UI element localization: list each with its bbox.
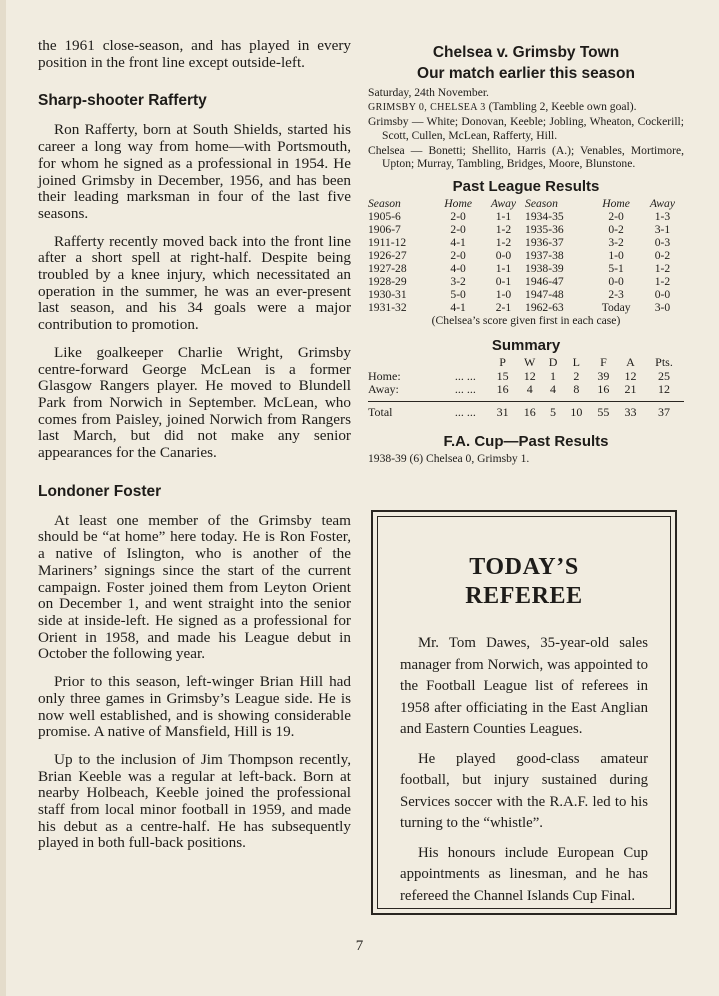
hill-paragraph: Prior to this season, left-winger Brian Hill had only three games in Grimsby’s League side. He is now well established, and is showing considerable promise. A native of Mansfield, Hill is 19.: [38, 673, 351, 741]
keeble-paragraph: Up to the inclusion of Jim Thompson recently, Brian Keeble was a regular at left-back. Born at nearby Holbeach, Keeble joined the professional staff from local minor football in 1959, and made his debut as a centre-half. He has subsequently played in both full-back positions.: [38, 750, 351, 852]
past-results-table: [368, 197, 684, 314]
summary-header: W: [524, 355, 536, 370]
summary-total-value: 55: [590, 401, 617, 419]
match-title-line-1: Chelsea v. Grimsby Town: [432, 44, 620, 61]
season-cell: 1938-39: [525, 262, 564, 276]
score-cell: 3-2: [450, 275, 466, 289]
summary-header: P: [499, 355, 506, 370]
season-cell: 1934-35: [525, 210, 564, 224]
match-title: [368, 42, 684, 84]
summary-value: 2: [573, 368, 580, 383]
left-column: [38, 38, 351, 863]
score-cell: 4-0: [450, 262, 466, 276]
score-cell: 0-1: [495, 275, 512, 289]
past-results-body: [368, 210, 684, 314]
past-results-row: [368, 288, 684, 301]
page-number: 7: [355, 938, 364, 954]
results-note: (Chelsea’s score given first in each case): [431, 314, 621, 328]
score-cell: 1-0: [608, 249, 624, 263]
summary-value: 4: [526, 382, 533, 397]
header-home: Home: [602, 197, 630, 211]
summary-value: 12: [624, 368, 637, 383]
past-results-row: [368, 262, 684, 275]
summary-header: D: [548, 355, 558, 370]
score-cell: 1-0: [495, 288, 512, 302]
rafferty-paragraph-2: Rafferty recently moved back into the front line after a short spell at right-half. Despite being troubled by a knee injury, which necessitated an operation in the summer, he was an ever-present last season, and his 34 goals were a major contribution to promotion.: [38, 232, 351, 334]
season-cell: 1905-6: [368, 210, 401, 224]
summary-header: Pts.: [655, 355, 673, 370]
header-season: Season: [368, 197, 401, 211]
header-season: Season: [525, 197, 558, 211]
referee-heading: [400, 553, 648, 611]
score-cell: 4-1: [450, 301, 466, 315]
summary-header: L: [572, 355, 581, 370]
summary-header-row: [368, 356, 684, 370]
header-home: Home: [444, 197, 472, 211]
intro-paragraph: the 1961 close-season, and has played in every position in the front line except outside-left.: [38, 37, 351, 71]
summary-value: 1: [550, 368, 557, 383]
header-away: Away: [649, 197, 675, 211]
referee-heading-line-1: TODAY’S: [469, 554, 579, 580]
summary-label: Home:: [368, 368, 401, 383]
grimsby-label: Grimsby: [368, 115, 409, 129]
score-cell: 3-1: [654, 223, 671, 237]
summary-header: A: [626, 355, 635, 370]
header-away: Away: [490, 197, 517, 211]
score-cell: 5-1: [608, 262, 624, 276]
grimsby-lineup: [368, 115, 684, 141]
referee-heading-line-2: REFEREE: [465, 583, 583, 609]
score-grimsby: GRIMSBY 0,: [368, 102, 431, 114]
summary-table: [368, 356, 684, 419]
rafferty-heading: Sharp-shooter Rafferty: [38, 92, 207, 110]
grimsby-team: — White; Donovan, Keeble; Jobling, Wheaton, Cockerill; Scott, Cullen, McLean, Rafferty, Hill.: [382, 115, 684, 142]
rafferty-paragraph-1: Ron Rafferty, born at South Shields, started his career a long way from home—with Portsmouth, for whom he signed as a professional in 1954. He joined Grimsby in December, 1956, and has been their leading marksman in four of the last five seasons.: [38, 121, 351, 222]
referee-paragraph-2: He played good-class amateur football, but injury sustained during Services soccer with the R.A.F. led to his turning to the “whistle”.: [400, 750, 648, 831]
summary-value: 8: [573, 382, 580, 397]
score-cell: 3-2: [608, 236, 624, 250]
season-cell: 1947-48: [525, 288, 564, 302]
summary-value: 15: [496, 368, 509, 383]
summary-label: Away:: [368, 382, 399, 397]
score-cell: 2-0: [608, 210, 624, 224]
chelsea-label: Chelsea: [368, 143, 405, 157]
fa-cup-result: 1938-39 (6) Chelsea 0, Grimsby 1.: [368, 452, 530, 466]
summary-total-value: 33: [617, 401, 644, 419]
summary-value: 16: [597, 382, 610, 397]
score-cell: 1-2: [495, 236, 512, 250]
summary-header: F: [600, 355, 607, 370]
season-cell: 1928-29: [368, 275, 407, 289]
score-cell: 1-3: [654, 210, 671, 224]
summary-row-total: [368, 401, 684, 419]
referee-box: [371, 510, 677, 915]
season-cell: 1926-27: [368, 249, 407, 263]
score-cell: 0-3: [654, 236, 671, 250]
score-chelsea: CHELSEA 3: [430, 102, 486, 114]
season-cell: 1962-63: [525, 301, 564, 315]
season-cell: 1930-31: [368, 288, 407, 302]
referee-inner-frame: [377, 516, 671, 909]
chelsea-team: — Bonetti; Shellito, Harris (A.); Venables, Mortimore, Upton; Murray, Tambling, Bridges, Moore, Blunstone.: [382, 143, 684, 171]
foster-paragraph: At least one member of the Grimsby team should be “at home” here today. He is Ron Foster, a native of Islington, who is another of the Mariners’ signings since the start of the current campaign. Foster joined them from Leyton Orient on December 1, and went straight into the senior side at inside-left. He signed as a professional for Orient in 1958, and made his League debut in October the following year.: [38, 511, 351, 663]
summary-dots: ... ...: [454, 368, 476, 383]
match-score: [368, 100, 684, 114]
score-cell: 3-0: [654, 301, 671, 315]
summary-total-value: 5: [543, 401, 563, 419]
mclean-paragraph: Like goalkeeper Charlie Wright, Grimsby centre-forward George McLean is a former Glasgow Rangers player. He moved to Blundell Park from Norwich in September. McLean, who comes from Paisley, joined Norwich from Rangers last March, but did not make any senior appearances for the Canaries.: [38, 343, 351, 462]
score-cell: 5-0: [450, 288, 466, 302]
fa-cup-title: F.A. Cup—Past Results: [443, 433, 609, 451]
summary-value: 39: [597, 368, 610, 383]
summary-dots: ... ...: [442, 401, 489, 419]
match-date: Saturday, 24th November.: [368, 86, 489, 99]
summary-total-value: 10: [563, 401, 590, 419]
page-edge: [0, 0, 6, 996]
summary-dots: ... ...: [454, 382, 476, 397]
season-cell: 1931-32: [368, 301, 407, 315]
season-cell: 1937-38: [525, 249, 564, 263]
score-cell: 0-2: [608, 223, 624, 237]
score-cell: 2-0: [450, 210, 466, 224]
score-cell: Today: [601, 301, 631, 315]
summary-value: 16: [496, 382, 509, 397]
past-results-header-row: [368, 197, 684, 210]
season-cell: 1911-12: [368, 236, 407, 250]
foster-heading: Londoner Foster: [38, 482, 162, 500]
past-results-row: [368, 249, 684, 262]
score-cell: 0-2: [654, 249, 671, 263]
season-cell: 1906-7: [368, 223, 401, 237]
season-cell: 1946-47: [525, 275, 564, 289]
summary-row-away: [368, 383, 684, 397]
summary-row-home: [368, 370, 684, 384]
score-cell: 1-2: [654, 262, 671, 276]
score-cell: 2-0: [450, 223, 466, 237]
summary-title: Summary: [491, 337, 561, 355]
score-detail: (Tambling 2, Keeble own goal).: [485, 100, 637, 114]
summary-total-label: Total: [368, 401, 442, 419]
summary-value: 21: [624, 382, 637, 397]
past-results-row: [368, 210, 684, 223]
summary-total-value: 31: [489, 401, 516, 419]
summary-value: 12: [658, 382, 671, 397]
summary-value: 4: [550, 382, 557, 397]
score-cell: 2-3: [608, 288, 624, 302]
right-column: [368, 42, 684, 466]
season-cell: 1927-28: [368, 262, 407, 276]
score-cell: 1-2: [654, 275, 671, 289]
referee-paragraph-1: Mr. Tom Dawes, 35-year-old sales manager from Norwich, was appointed to the Football League list of referees in 1958 after officiating in the East Anglian and Eastern Counties Leagues.: [400, 635, 648, 737]
summary-total-value: 16: [516, 401, 543, 419]
score-cell: 1-2: [495, 223, 512, 237]
score-cell: 1-1: [495, 262, 512, 276]
summary-total-value: 37: [644, 401, 684, 419]
referee-paragraph-3: His honours include European Cup appointments as linesman, and he has refereed the Channel Islands Cup Final.: [400, 844, 648, 904]
past-results-row: [368, 236, 684, 249]
score-cell: 0-0: [495, 249, 512, 263]
score-cell: 4-1: [450, 236, 466, 250]
past-results-row: [368, 301, 684, 314]
score-cell: 1-1: [495, 210, 512, 224]
past-results-title: Past League Results: [452, 178, 600, 196]
summary-value: 25: [658, 368, 671, 383]
season-cell: 1936-37: [525, 236, 564, 250]
match-title-line-2: Our match earlier this season: [417, 65, 635, 82]
score-cell: 2-1: [495, 301, 512, 315]
past-results-row: [368, 223, 684, 236]
season-cell: 1935-36: [525, 223, 564, 237]
score-cell: 0-0: [608, 275, 624, 289]
score-cell: 0-0: [654, 288, 671, 302]
summary-value: 12: [523, 368, 536, 383]
past-results-row: [368, 275, 684, 288]
score-cell: 2-0: [450, 249, 466, 263]
chelsea-lineup: [368, 144, 684, 170]
